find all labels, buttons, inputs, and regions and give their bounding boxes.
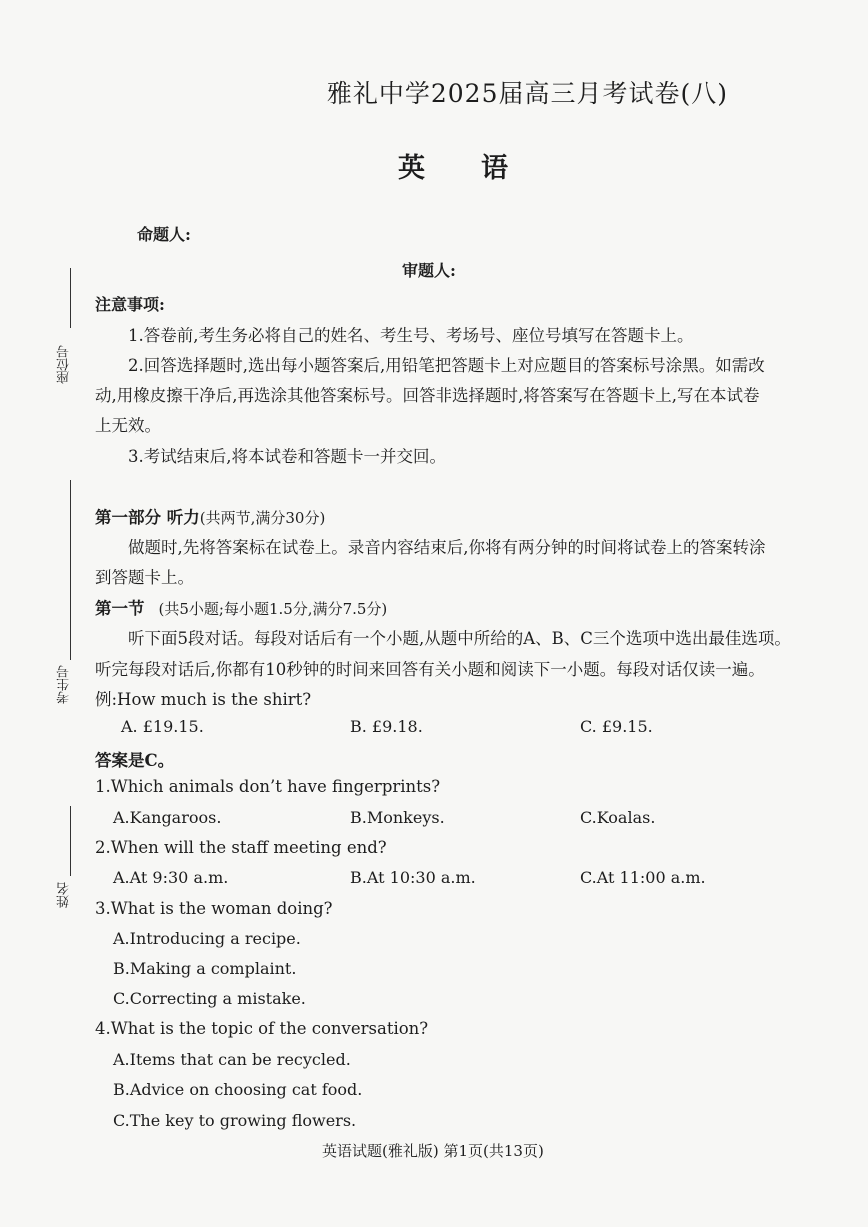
- notice-item-3: 3.考试结束后,将本试卷和答题卡一并交回。: [128, 447, 446, 466]
- part-1-note: (共两节,满分30分): [199, 509, 326, 527]
- section-1-instruction-line-1: 听下面5段对话。每段对话后有一个小题,从题中所给的A、B、C三个选项中选出最佳选项。: [128, 629, 791, 648]
- binding-line-top: [70, 268, 71, 328]
- question-4-option-b: B.Advice on choosing cat food.: [113, 1080, 363, 1099]
- section-1-title: 第一节: [95, 599, 145, 618]
- part-1-title: 第一部分 听力: [95, 508, 200, 527]
- question-2-option-a: A.At 9:30 a.m.: [113, 868, 229, 887]
- question-2: 2.When will the staff meeting end?: [95, 838, 387, 857]
- question-4-option-c: C.The key to growing flowers.: [113, 1111, 357, 1130]
- example-option-b: B. £9.18.: [350, 717, 423, 736]
- question-3-option-b: B.Making a complaint.: [113, 959, 297, 978]
- example-option-c: C. £9.15.: [580, 717, 653, 736]
- question-1-option-a: A.Kangaroos.: [113, 808, 222, 827]
- name-label: 姓名: [57, 882, 72, 908]
- question-1-option-b: B.Monkeys.: [350, 808, 445, 827]
- notice-item-1: 1.答卷前,考生务必将自己的姓名、考生号、考场号、座位号填写在答题卡上。: [128, 326, 694, 345]
- part-1-intro-line-1: 做题时,先将答案标在试卷上。录音内容结束后,你将有两分钟的时间将试卷上的答案转涂: [128, 538, 766, 557]
- proposer-label: 命题人:: [137, 225, 191, 244]
- exam-number-label: 考生号: [57, 665, 72, 704]
- question-4-option-a: A.Items that can be recycled.: [113, 1050, 351, 1069]
- example-option-a: A. £19.15.: [121, 717, 204, 736]
- question-4: 4.What is the topic of the conversation?: [95, 1019, 429, 1038]
- question-1: 1.Which animals don’t have fingerprints?: [95, 777, 441, 796]
- example-question: 例:How much is the shirt?: [95, 690, 312, 709]
- page-footer: 英语试题(雅礼版) 第1页(共13页): [322, 1142, 544, 1160]
- subject-title: 英语: [398, 153, 564, 184]
- question-2-option-b: B.At 10:30 a.m.: [350, 868, 476, 887]
- question-3-option-c: C.Correcting a mistake.: [113, 989, 306, 1008]
- notice-title: 注意事项:: [95, 295, 165, 314]
- part-1-intro-line-2: 到答题卡上。: [95, 568, 194, 587]
- example-answer: 答案是C。: [95, 751, 175, 770]
- notice-item-2-line-2: 动,用橡皮擦干净后,再选涂其他答案标号。回答非选择题时,将答案写在答题卡上,写在本试卷: [95, 386, 760, 405]
- notice-item-2-line-3: 上无效。: [95, 416, 161, 435]
- section-1-instruction-line-2: 听完每段对话后,你都有10秒钟的时间来回答有关小题和阅读下一小题。每段对话仅读一遍。: [95, 660, 765, 679]
- question-2-option-c: C.At 11:00 a.m.: [580, 868, 706, 887]
- exam-title: 雅礼中学2025届高三月考试卷(八): [326, 79, 728, 108]
- question-3-option-a: A.Introducing a recipe.: [113, 929, 301, 948]
- reviewer-label: 审题人:: [402, 261, 456, 280]
- section-1-heading: [95, 595, 387, 619]
- seat-number-label: 座位号: [57, 345, 72, 384]
- part-1-heading: [95, 504, 325, 528]
- notice-item-2-line-1: 2.回答选择题时,选出每小题答案后,用铅笔把答题卡上对应题目的答案标号涂黑。如需改: [128, 356, 765, 375]
- question-3: 3.What is the woman doing?: [95, 899, 333, 918]
- section-1-note: (共5小题;每小题1.5分,满分7.5分): [158, 600, 388, 618]
- question-1-option-c: C.Koalas.: [580, 808, 656, 827]
- binding-line-bottom: [70, 806, 71, 876]
- binding-line-middle: [70, 480, 71, 660]
